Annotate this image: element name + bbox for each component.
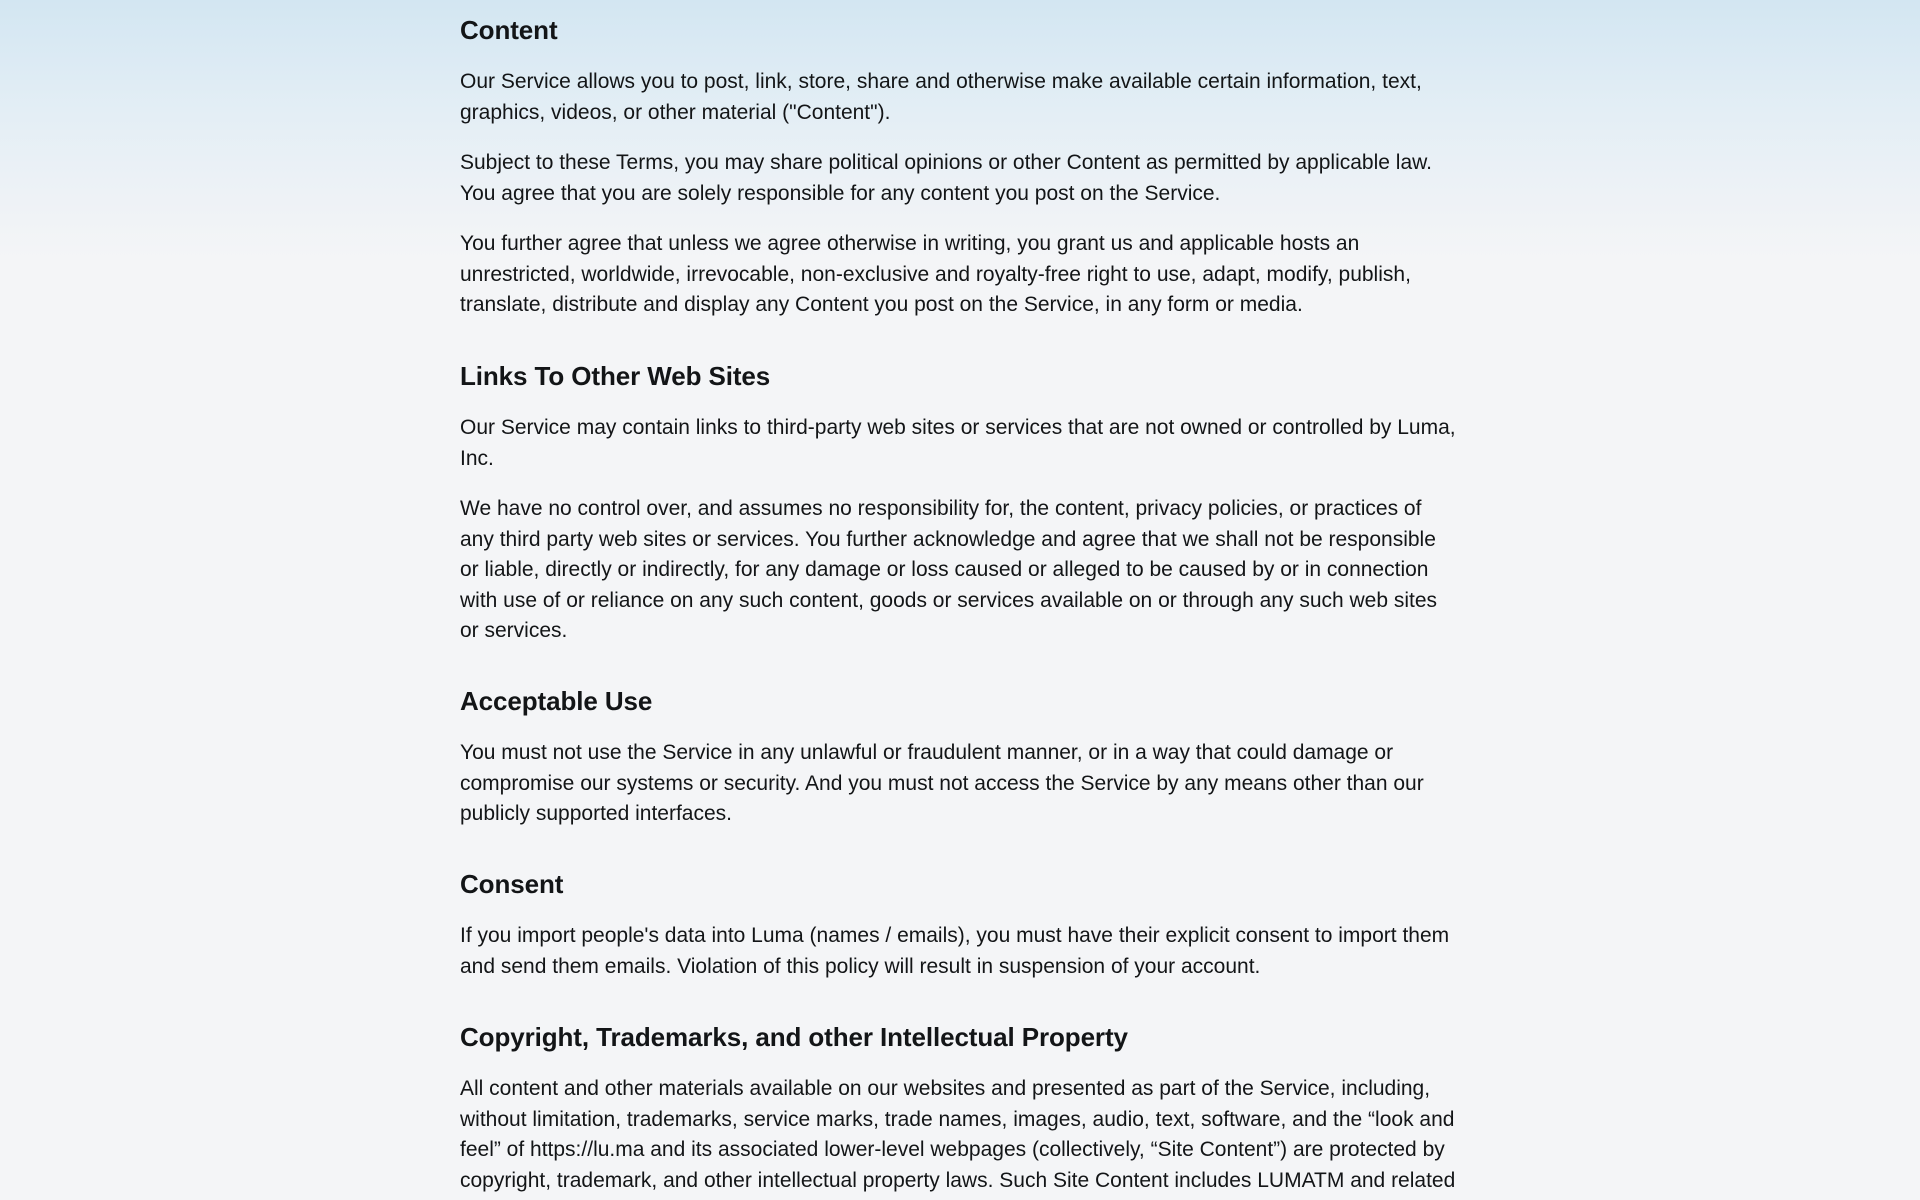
paragraph: You further agree that unless we agree otherwise in writing, you grant us and applicable hosts an unrestricted, worldwide, irrevocable, non-exclusive and royalty-free right to use, adapt, modify, publish, translate, distribute and display any Content you post on the Service, in any form or media. (460, 232, 1411, 316)
paragraph: We have no control over, and assumes no responsibility for, the content, privacy policies, or practices of any third party web sites or services. You further acknowledge and agree that we shall not be responsible or liable, directly or indirectly, for any damage or loss caused or alleged to be caused by or in connection with use of or reliance on any such content, goods or services available on or through any such web sites or services. (460, 497, 1438, 642)
paragraph: Our Service may contain links to third-party web sites or services that are not owned or controlled by Luma, Inc. (460, 416, 1456, 470)
paragraph: Our Service allows you to post, link, store, share and otherwise make available certain information, text, graphics, videos, or other material ("Content"). (460, 70, 1422, 124)
paragraph: Subject to these Terms, you may share political opinions or other Content as permitted by applicable law. You agree that you are solely responsible for any content you post on the Service. (460, 151, 1432, 205)
paragraph: All content and other materials available on our websites and presented as part of the Service, including, without limitation, trademarks, service marks, trade names, images, audio, text, software, and the “look and feel” of https://lu.ma and its associated lower-level webpages (collectively, “Site Content”) are protected by copyright, trademark, and other intellectual property laws. Such Site Content includes LUMATM and related (460, 1077, 1456, 1192)
section-heading-consent: Consent (460, 869, 564, 899)
section-heading-copyright: Copyright, Trademarks, and other Intellectual Property (460, 1022, 1128, 1052)
section-heading-links: Links To Other Web Sites (460, 361, 771, 391)
section-heading-content: Content (460, 15, 558, 45)
paragraph: If you import people's data into Luma (names / emails), you must have their explicit consent to import them and send them emails. Violation of this policy will result in suspension of your account. (460, 924, 1450, 978)
paragraph: You must not use the Service in any unlawful or fraudulent manner, or in a way that could damage or compromise our systems or security. And you must not access the Service by any means other than our publicly supported interfaces. (460, 741, 1424, 825)
section-heading-acceptable-use: Acceptable Use (460, 686, 653, 716)
